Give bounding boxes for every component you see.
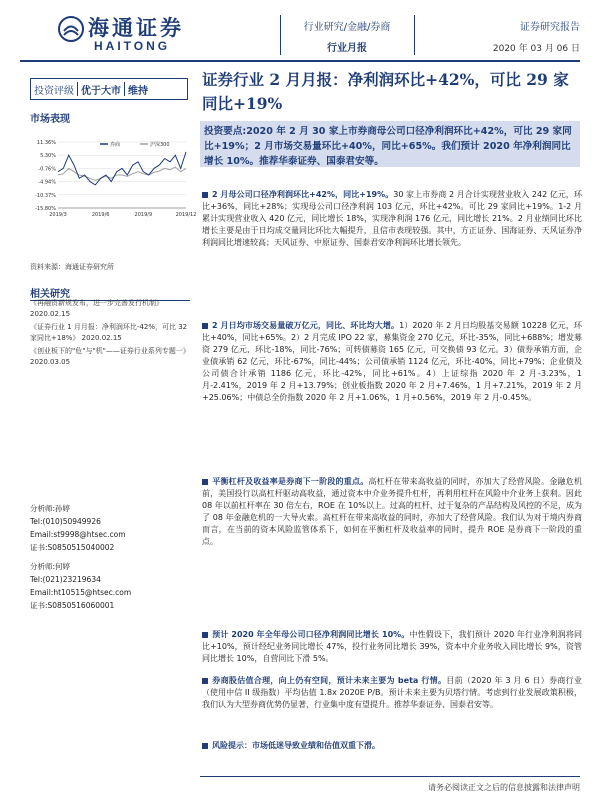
related-item[interactable]: 《创业板下的"危"与"机"——证券行业系列专题一》 2020.03.05 [30,347,190,366]
analyst-name: 分析师:何婷 [30,562,71,571]
chart-xtick-label: 2019/9 [134,212,153,218]
section-risk: 风险提示：市场低迷导致业绩和估值双重下滑。 [202,740,582,752]
header-category-block [284,18,410,54]
rating-status: 维持 [128,85,148,97]
section-forecast: 预计 2020 年全年母公司口径净利润同比增长 10%。中性假设下，我们预计 2020 年行业净利润将同比+10%，预计经纪业务同比增长 47%，投行业务同比增长 39%，资本中介业务收入同比增长 9%，资管同比增长 10%，自营同比下滑 5%。 [202,630,582,663]
header-divider [280,15,281,55]
bullet-icon [202,632,208,638]
chart-ytick-label: -0.76% [38,166,56,173]
bullet-icon [202,678,208,684]
haitong-logo [58,12,208,54]
report-label: 证券研究报告 [520,22,580,33]
bullet-icon [202,743,208,749]
haitong-logo-icon [58,16,84,42]
chart-ytick-label: 11.36% [36,140,56,146]
report-category: 行业研究/金融/券商 [303,22,391,33]
analyst-email[interactable]: Email:st9998@htsec.com [30,530,126,539]
related-title: 相关研究 [30,285,190,301]
chart-xtick-label: 2019/3 [49,212,67,218]
chart-ytick-label: -10.37% [35,192,56,199]
bullet-icon [202,479,208,485]
analyst-tel: Tel:(010)50949926 [30,517,101,526]
analyst-tel: Tel:(021)23219634 [30,575,101,584]
chart-ytick-label: -15.80% [35,206,56,212]
analyst-email[interactable]: Email:ht10515@htsec.com [30,588,132,597]
footer-rule [200,776,580,777]
chart-source: 资料来源：海通证券研究所 [30,263,114,271]
section-valuation: 券商股估值合理，向上仍有空间，预计未来主要为 beta 行情。目前（2020 年 3 月 6 日）券商行业（使用中信 II 级指数）平均估值 1.8x 2020E P/B。预计未来主要为贝塔行情。考虑到行业发展政策积极，我们认为大型券商优势仍显著，行业集中度有望提升。推荐华泰证券、国泰君安等。 [202,676,582,709]
header-rule [20,60,580,62]
chart-legend-label: 券商 [110,142,121,148]
investment-rating [30,78,188,100]
rating-label: 投资评级 [34,85,74,97]
logo-chinese: 海通证券 [88,15,184,40]
chart-ytick-label: 5.30% [40,153,56,160]
market-title: 市场表现 [30,114,70,125]
investment-summary: 投资要点:2020 年 2 月 30 家上市券商母公司口径净利润环比+42%，可比 29 家同比+19%；2 月市场交易量环比+40%，同比+65%。我们预计 2020 年净利润同比增长 10%。推荐华泰证券、国泰君安等。 [200,121,580,167]
chart-xtick-label: 2019/6 [91,212,110,218]
logo-english: HAITONG [94,39,171,53]
report-type: 行业月报 [327,43,367,54]
rating-value: 优于大市 [81,85,121,97]
section-profit: 2 月母公司口径净利润环比+42%，同比+19%。30 家上市券商 2 月合计实现营业收入 242 亿元，环比+36%，同比+28%；实现母公司口径净利润 103 亿元，环比+42%。可比 29 家同比+19%。1-2 月累计实现营业收入 420 亿元，同比增长 18%，实现净利润 176 亿元，同比增长 21%。2 月业绩同比环比增长主要是由于日均成交量同比环比大幅提升，且信市表现较强。其中，方正证券、国海证券、天风证券净利润同比增速较高；天风证券、中原证券、国泰君安净利润环比增长领先。 [202,190,582,247]
related-item[interactable]: 《再融资新规发布，进一步完善发行机制》 2020.02.15 [30,299,163,318]
analyst-name: 分析师:孙婷 [30,504,71,513]
analyst-list [30,502,190,612]
bullet-icon [202,192,208,198]
related-item[interactable]: 《证券行业 1 月月报：净利润环比-42%，可比 32 家同比+18%》 2020.02.15 [30,323,188,342]
related-list [30,298,190,370]
chart-xtick-label: 2019/12 [175,212,197,218]
chart-ytick-label: -4.94% [38,179,56,186]
report-title: 证券行业 2 月月报：净利润环比+42%，可比 29 家同比+19% [202,70,569,113]
section-leverage: 平衡杠杆及收益率是券商下一阶段的重点。高杠杆在带来高收益的同时，亦加大了经营风险。金融危机前，美国投行以高杠杆驱动高收益，通过资本中介业务提升杠杆，再利用杠杆在风险中介业务上获利。因此 08 年以前杠杆率在 30 倍左右，ROE 在 10%以上。过高的杠杆、过于复杂的产品结构及风控的不足，成为了 08 年金融危机的一大导火索。高杠杆在带来高收益的同时，亦加大了经营风险。我们认为对于境内券商而言，在当前的资本风险监管体系下，如何在平衡杠杆及收益率的同时，提升 ROE 是券商下一阶段的重点。 [202,477,583,546]
chart-legend-label: 沪深300 [150,142,170,148]
market-chart [30,138,197,220]
analyst-cert: 证书:S0850516060001 [30,601,115,610]
analyst-cert: 证书:S0850515040002 [30,543,115,552]
bullet-icon [202,323,208,329]
report-date: 2020 年 03 月 06 日 [492,44,580,54]
footer-disclaimer[interactable]: 请务必阅读正文之后的信息披露和法律声明 [428,783,580,792]
header-right-block [470,18,580,54]
header-divider [414,15,415,55]
section-trading: 2 月日均市场交易量破万亿元，同比、环比均大增。1）2020 年 2 月日均股基交易额 10228 亿元，环比+40%，同比+65%。2）2 月完成 IPO 22 家，募集资金 270 亿元，环比-35%，同比+688%；增发募资 279 亿元，环比-18%，同比-76%；可转债募资 165 亿元，可交换债 93 亿元。3）债券承销方面，企业债承销 62 亿元，环比-67%，同比-44%；公司债承销 1124 亿元，环比-40%，同比+79%；企业债及公司债合计承销 1186 亿元，环比-42%，同比+61%。4）上证综指 2020 年 2 月-3.23%，1 月-2.41%，2019 年 2 月+13.79%；创业板指数 2020 年 2 月+7.46%，1 月+7.21%，2019 年 2 月+25.06%；中债总全价指数 2020 年 2 月+1.06%，1 月+0.56%，2019 年 2 月-0.45%。 [202,321,582,402]
